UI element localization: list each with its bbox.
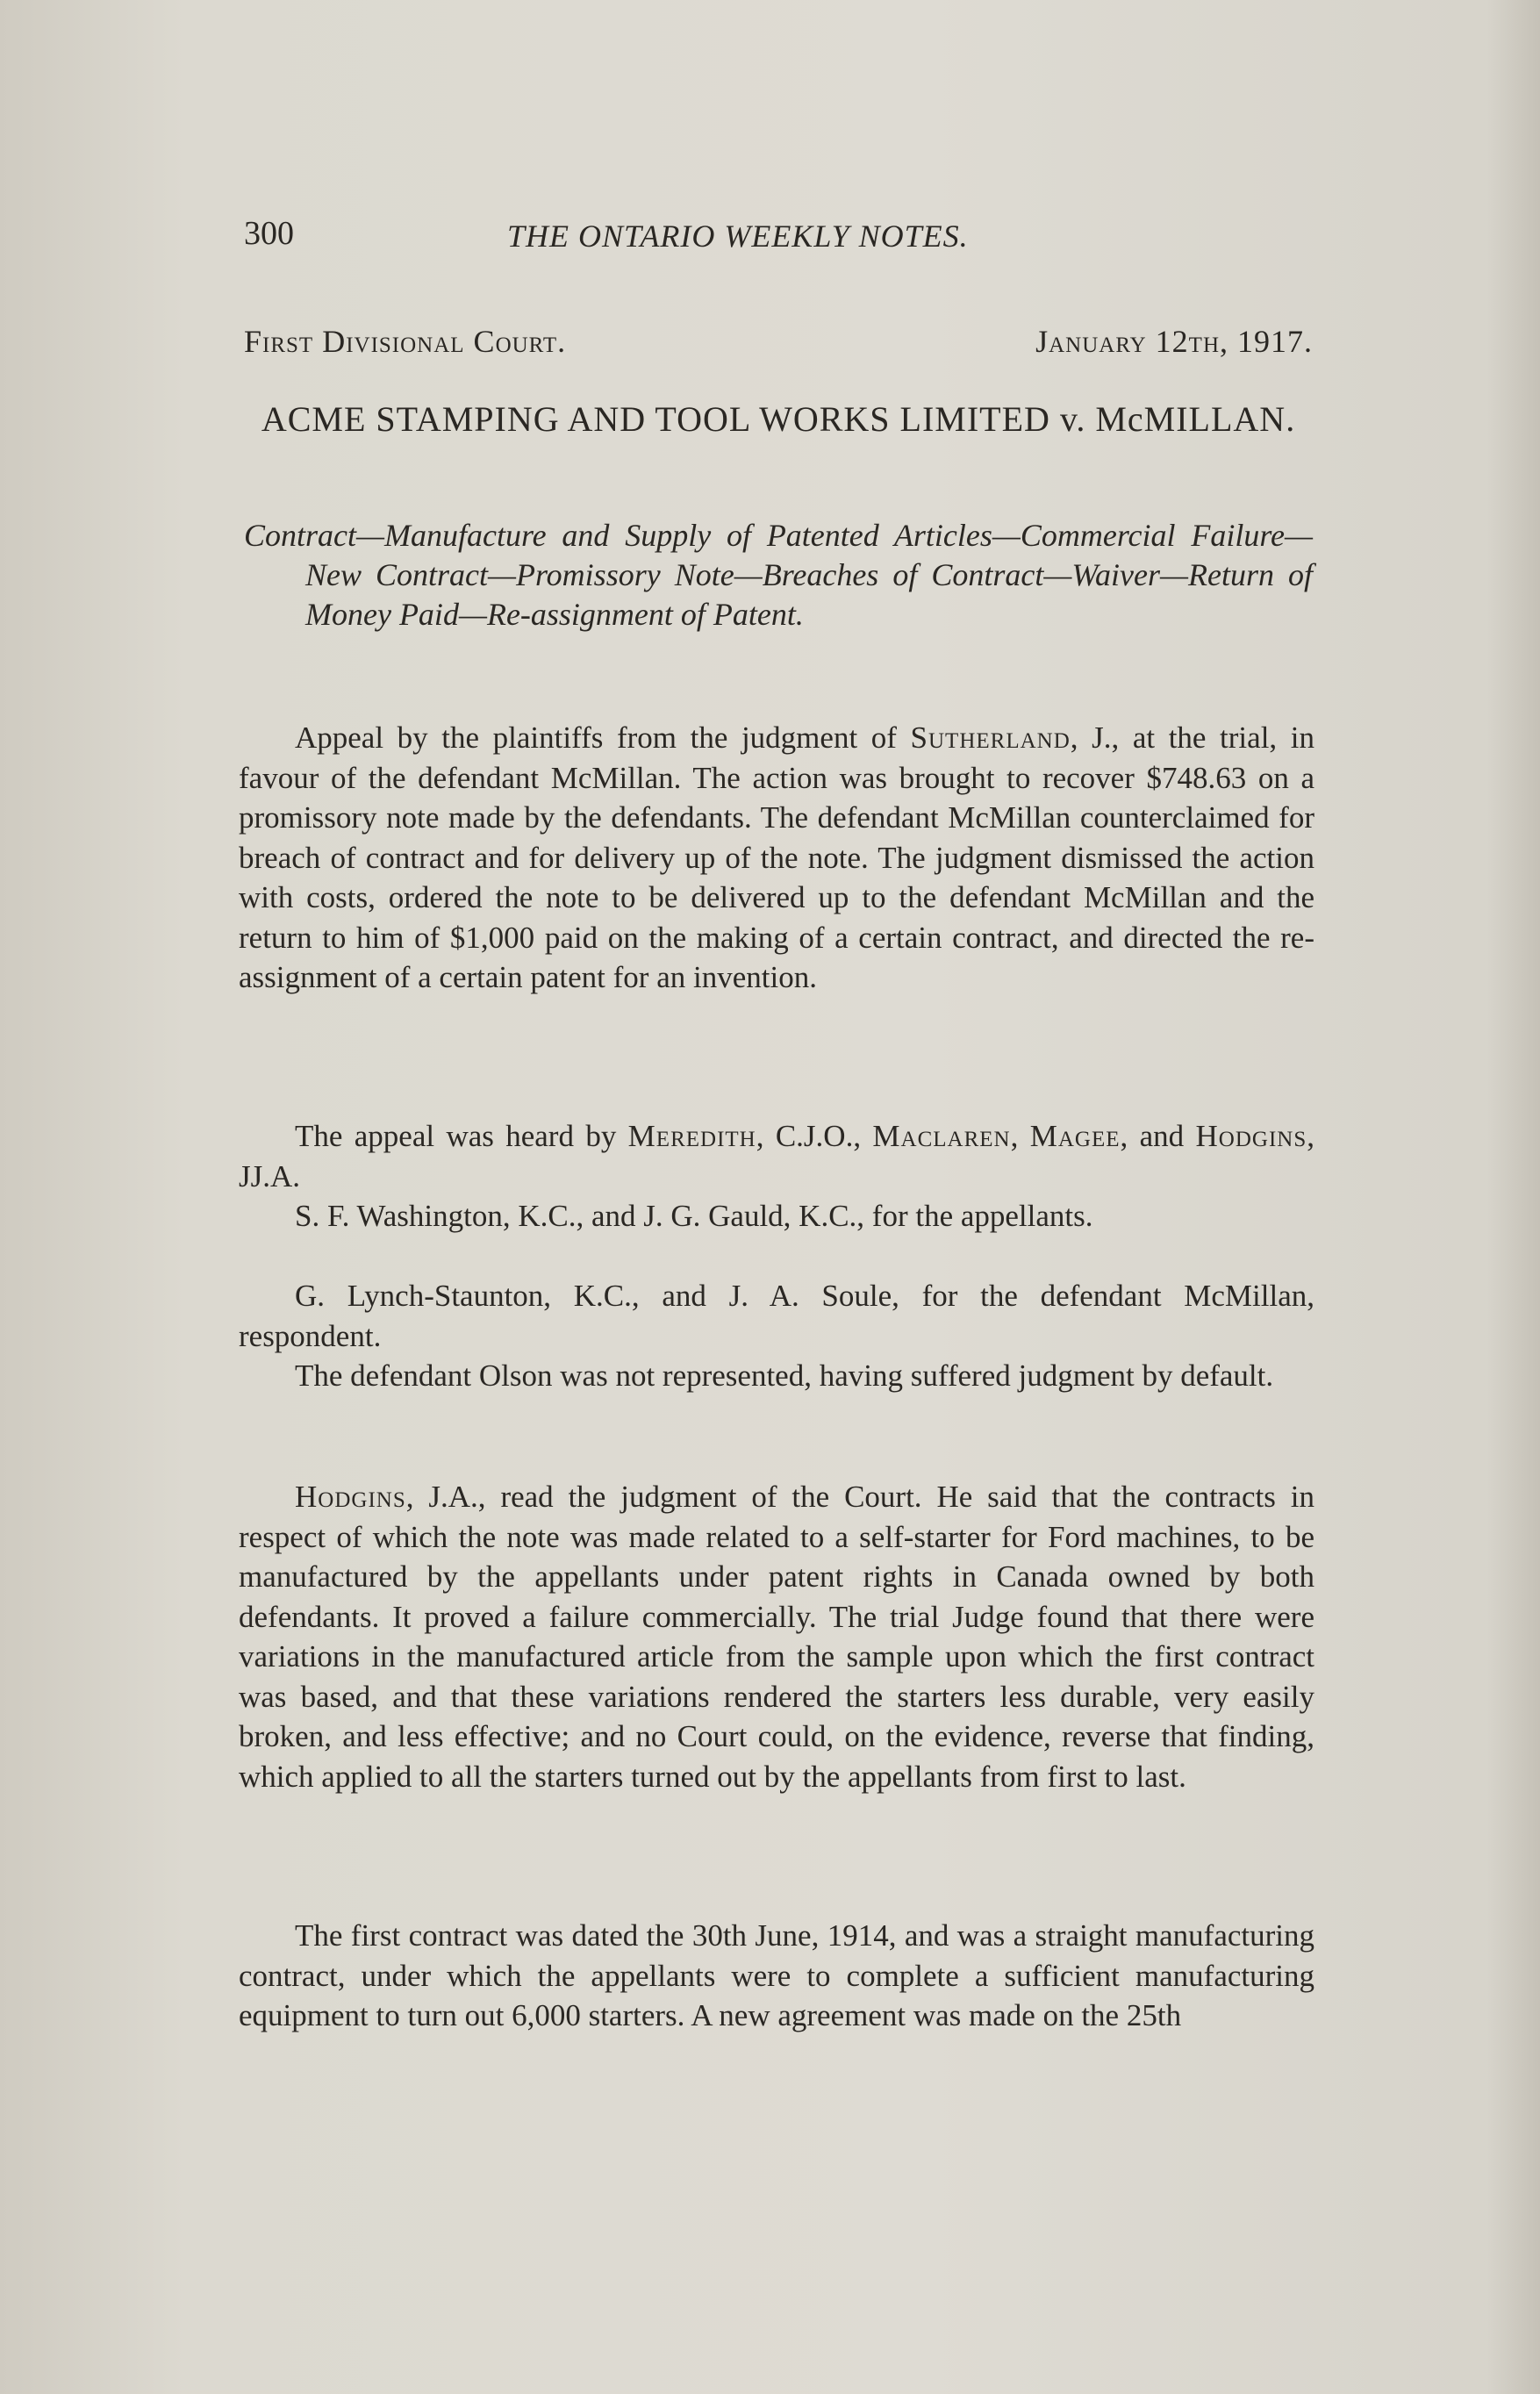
paragraph-text: , J.A., read the judgment of the Court. He said that the contracts in respect of which the note was made related to a self-starter for Ford machines, to be manufactured by the appellants under patent rights in Canada owned by both defendants. It proved a failure commercially. The trial Judge found that there were variations in the manufactured article from the sample upon which the first contract was based, and that these variations rendered the starters less durable, very easily broken, and less effective; and no Court could, on the evidence, reverse that finding, which applied to all the starters turned out by the appellants from first to last. — [239, 1480, 1314, 1794]
paragraph-judgment — [239, 1477, 1314, 1796]
paragraph-appellants-counsel: S. F. Washington, K.C., and J. G. Gauld, K.C., for the appellants. — [295, 1199, 1093, 1233]
running-title: THE ONTARIO WEEKLY NOTES. — [507, 219, 969, 254]
decision-date: January 12th, 1917. — [1035, 324, 1313, 359]
judge-name: Sutherland — [910, 720, 1071, 755]
paragraph-text: , J., at the trial, in favour of the defendant McMillan. The action was brought to recover $748.63 on a promissory note made by the defendants. The defendant McMillan counterclaimed for breach of contract and for delivery up of the note. The judgment dismissed the action with costs, ordered the note to be delivered up to the defendant McMillan and the return to him of $1,000 paid on the making of a certain contract, and directed the re-assignment of a certain patent for an invention. — [239, 720, 1314, 994]
paragraph-first-contract: The first contract was dated the 30th June, 1914, and was a straight manufacturing contract, under which the appellants were to complete a sufficient manufacturing equipment to turn out 6,000 starters. A new agreement was made on the 25th — [239, 1918, 1314, 2032]
paragraph-text: , and — [1120, 1119, 1196, 1153]
judge-name: Hodgins — [1195, 1119, 1307, 1153]
paragraph-text: , C.J.O., — [756, 1119, 873, 1153]
page-header — [244, 211, 1314, 263]
judge-name: Hodgins — [295, 1480, 406, 1514]
paragraph-appeal — [239, 718, 1314, 998]
paragraph-text: The appeal was heard by — [295, 1119, 628, 1153]
page-number: 300 — [244, 215, 294, 252]
case-title: ACME STAMPING AND TOOL WORKS LIMITED v. McMILLAN. — [261, 399, 1296, 439]
page-edge-shadow — [1487, 0, 1540, 2394]
paragraph-bench — [239, 1116, 1314, 1196]
paragraph-olson: The defendant Olson was not represented, having suffered judgment by default. — [295, 1358, 1274, 1393]
paragraph-text: Appeal by the plaintiffs from the judgment of — [295, 720, 911, 755]
paragraph-text: , JJ.A. — [239, 1119, 1314, 1193]
judge-name: Maclaren — [872, 1119, 1011, 1153]
paragraph-text: , — [1010, 1119, 1030, 1153]
judge-name: Meredith — [627, 1119, 756, 1153]
headnote: Contract—Manufacture and Supply of Patented Articles—Commercial Failure—New Contract—Promissory Note—Breaches of Contract—Waiver—Return of Money Paid—Re-assignment of Patent. — [244, 518, 1313, 632]
paragraph-respondent-counsel: G. Lynch-Staunton, K.C., and J. A. Soule, for the defendant McMillan, respondent. — [239, 1279, 1314, 1353]
court-date-line — [244, 323, 1313, 367]
judge-name: Magee — [1029, 1119, 1121, 1153]
court-name: First Divisional Court. — [244, 324, 567, 359]
